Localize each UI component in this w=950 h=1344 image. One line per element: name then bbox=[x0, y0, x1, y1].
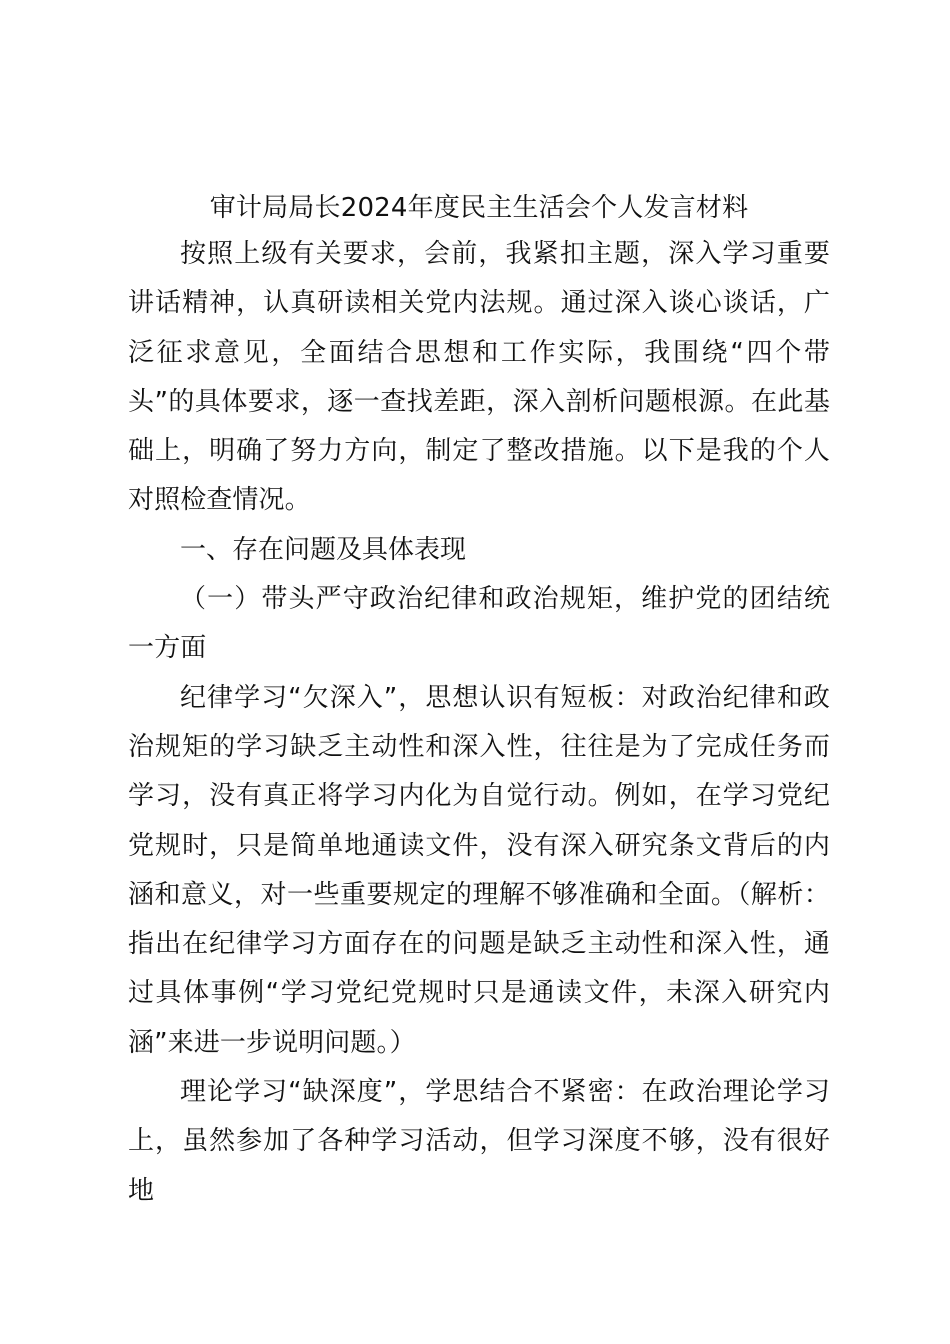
document-page bbox=[128, 186, 830, 1216]
paragraph-discipline-study: 纪律学习“欠深入”，思想认识有短板：对政治纪律和政治规矩的学习缺乏主动性和深入性，往往是为了完成任务而学习，没有真正将学习内化为自觉行动。例如，在学习党纪党规时，只是简单地通读文件，没有深入研究条文背后的内涵和意义，对一些重要规定的理解不够准确和全面。（解析：指出在纪律学习方面存在的问题是缺乏主动性和深入性，通过具体事例“学习党纪党规时只是通读文件，未深入研究内涵”来进一步说明问题。） bbox=[128, 682, 830, 1058]
section-heading-problems: 一、存在问题及具体表现 bbox=[180, 534, 467, 565]
subsection-heading-political-discipline: （一）带头严守政治纪律和政治规矩，维护党的团结统一方面 bbox=[128, 584, 830, 664]
paragraph-theory-study: 理论学习“缺深度”，学思结合不紧密：在政治理论学习上，虽然参加了各种学习活动，但学习深度不够，没有很好地 bbox=[128, 1077, 830, 1206]
intro-paragraph: 按照上级有关要求，会前，我紧扣主题，深入学习重要讲话精神，认真研读相关党内法规。通过深入谈心谈话，广泛征求意见，全面结合思想和工作实际，我围绕“四个带头”的具体要求，逐一查找差距，深入剖析问题根源。在此基础上，明确了努力方向，制定了整改措施。以下是我的个人对照检查情况。 bbox=[128, 239, 830, 516]
document-title: 审计局局长2024年度民主生活会个人发言材料 bbox=[209, 193, 749, 223]
